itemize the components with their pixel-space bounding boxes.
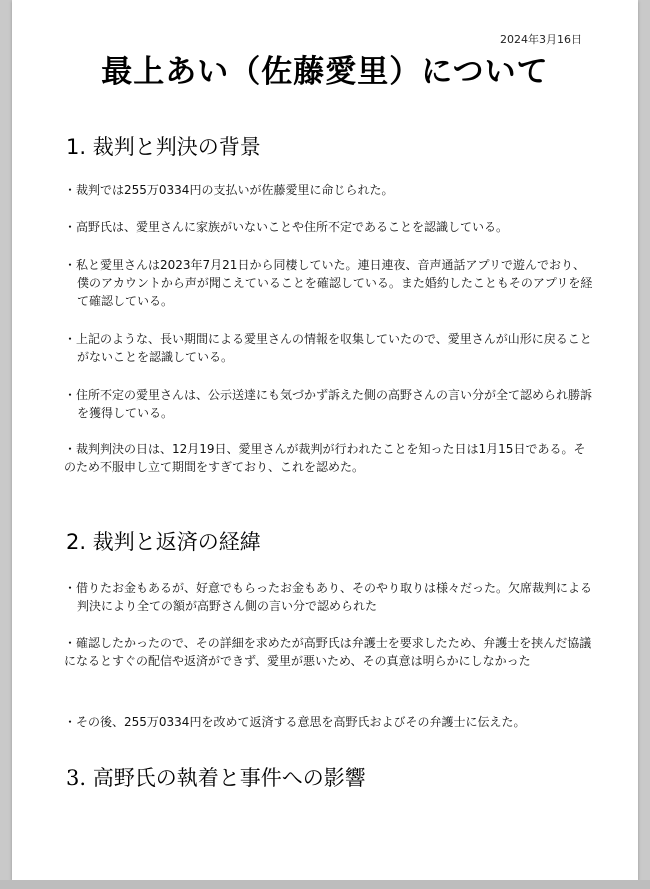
section-1-item: ・私と愛里さんは2023年7月21日から同棲していた。連日連夜、音声通話アプリで遊んでおり、僕のアカウントから声が聞こえていることを確認している。また婚約したこともそのアプリを経て確認している。 [64,258,593,308]
section-1-item: ・高野氏は、愛里さんに家族がいないことや住所不定であることを認識している。 [64,220,509,234]
document-date: 2024年3月16日 [500,33,582,46]
section-1-heading: 1. 裁判と判決の背景 [66,135,261,159]
section-2-item: ・借りたお金もあるが、好意でもらったお金もあり、そのやり取りは様々だった。欠席裁判による判決により全ての額が高野さん側の言い分で認められた [64,581,593,613]
section-1-item: ・住所不定の愛里さんは、公示送達にも気づかず訴えた側の高野さんの言い分が全て認められ勝訴を獲得している。 [64,388,593,420]
document-title: 最上あい（佐藤愛里）について [101,54,549,90]
section-1-item: ・裁判では255万0334円の支払いが佐藤愛里に命じられた。 [64,183,394,197]
section-2-heading: 2. 裁判と返済の経緯 [66,530,261,554]
section-2-item: ・その後、255万0334円を改めて返済する意思を高野氏およびその弁護士に伝えた。 [64,715,526,729]
section-1-item: ・裁判判決の日は、12月19日、愛里さんが裁判が行われたことを知った日は1月15日である。そのため不服申し立て期間をすぎており、これを認めた。 [64,442,586,474]
document-page [12,0,638,880]
section-2-item: ・確認したかったので、その詳細を求めたが高野氏は弁護士を要求したため、弁護士を挟んだ協議になるとすぐの配信や返済ができず、愛里が悪いため、その真意は明らかにしなかった [64,636,592,668]
section-1-item: ・上記のような、長い期間による愛里さんの情報を収集していたので、愛里さんが山形に戻ることがないことを認識している。 [64,332,592,364]
section-3-heading: 3. 高野氏の執着と事件への影響 [66,766,366,790]
page-bottom-edge [0,880,650,889]
